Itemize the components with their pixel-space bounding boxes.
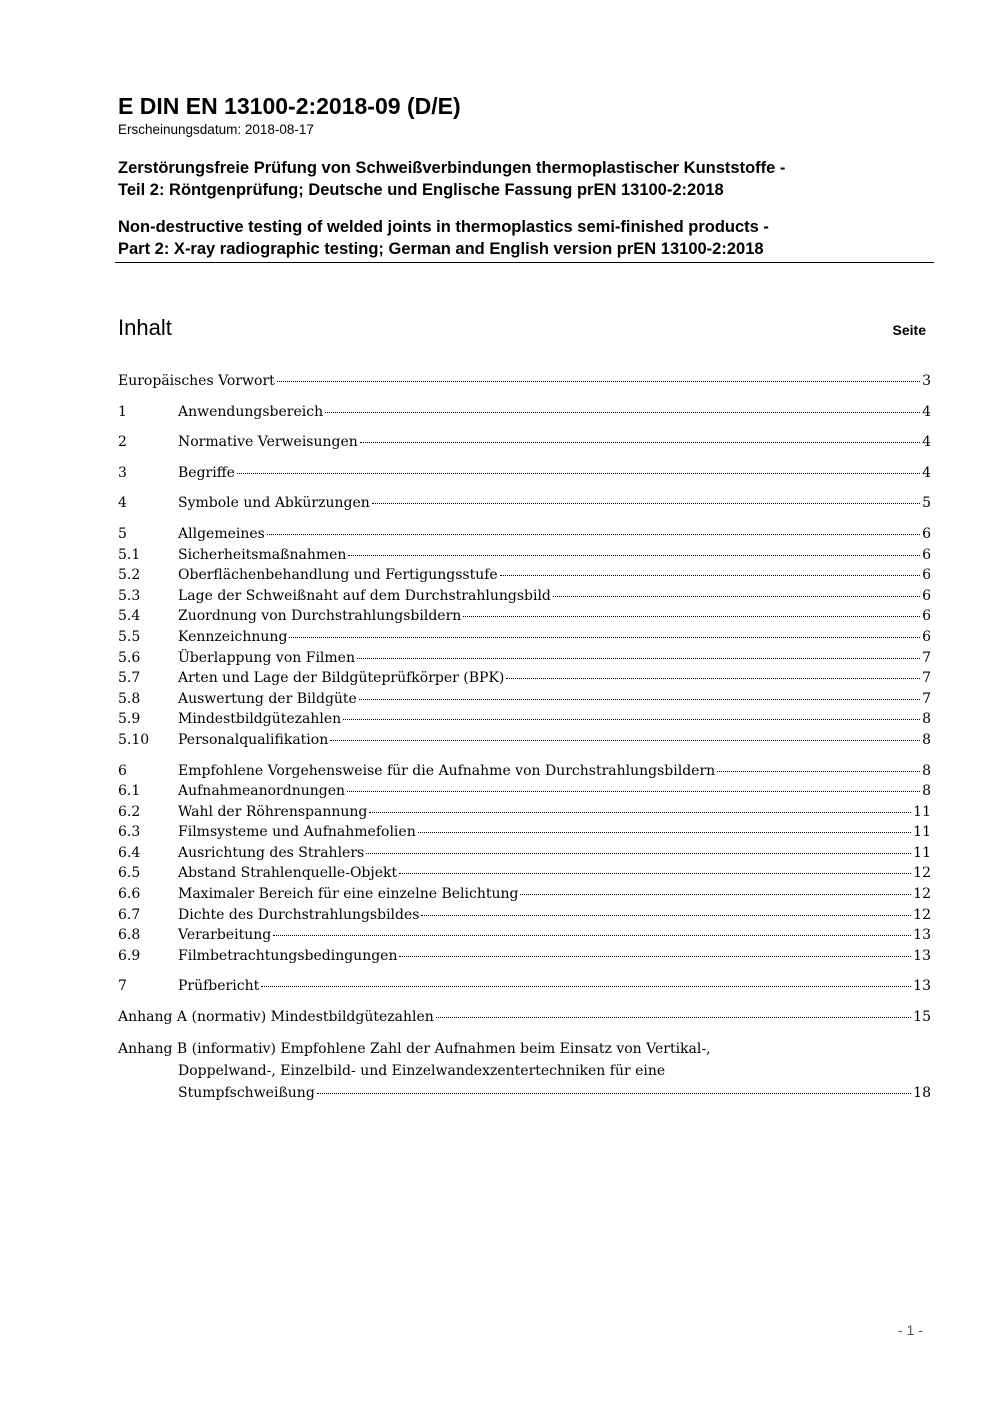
toc-entry-page: 6 (922, 587, 931, 604)
toc-entry[interactable] (118, 668, 931, 689)
english-title (115, 216, 934, 263)
toc-entry-label: Zuordnung von Durchstrahlungsbildern (178, 608, 462, 625)
toc-entry[interactable] (118, 648, 931, 669)
toc-entry-page: 6 (922, 608, 931, 625)
toc-entry-number: 5.5 (118, 628, 141, 645)
toc-entry[interactable] (118, 843, 931, 864)
dot-leader (399, 873, 911, 874)
toc-entry-number: 5.7 (118, 670, 141, 687)
toc-entry-page: 12 (913, 886, 931, 903)
toc-entry[interactable] (118, 606, 931, 627)
toc-entry[interactable] (118, 545, 931, 566)
toc-entry-number: 6.9 (118, 947, 141, 964)
toc-entry-label: Oberflächenbehandlung und Fertigungsstufe (178, 567, 498, 584)
toc-page-label: Seite (892, 322, 926, 338)
toc-entry-number: 5.4 (118, 608, 141, 625)
document-header (118, 92, 934, 263)
document-id: E DIN EN 13100-2:2018-09 (D/E) (118, 93, 461, 119)
dot-leader (317, 1093, 911, 1094)
toc-entry[interactable] (118, 371, 931, 392)
dot-leader (343, 719, 920, 720)
toc-entry[interactable] (118, 402, 931, 423)
dot-leader (277, 381, 920, 382)
toc-entry-label: Filmsysteme und Aufnahmefolien (178, 824, 416, 841)
toc-entry-label: Sicherheitsmaßnahmen (178, 546, 347, 563)
page-number: - 1 - (898, 1322, 923, 1338)
dot-leader (289, 637, 920, 638)
toc-entry[interactable] (118, 781, 931, 802)
toc-entry-page: 11 (913, 824, 931, 841)
toc-entry-number: 5.1 (118, 546, 141, 563)
toc-entry-number: 5.2 (118, 567, 141, 584)
toc-entry-number: 6.3 (118, 824, 141, 841)
toc-entry-page: 7 (922, 670, 931, 687)
dot-leader (273, 935, 911, 936)
dot-leader (372, 503, 920, 504)
dot-leader (463, 616, 920, 617)
dot-leader (421, 915, 911, 916)
english-title-line-2: Part 2: X-ray radiographic testing; German and English version prEN 13100-2:2018 (118, 240, 764, 258)
toc-entry-label: Filmbetrachtungsbedingungen (178, 947, 398, 964)
toc-entry-number: 4 (118, 495, 127, 512)
dot-leader (553, 596, 920, 597)
toc-entry[interactable] (118, 802, 931, 823)
toc-entry[interactable] (118, 463, 931, 484)
toc-entry-page: 15 (913, 1009, 931, 1026)
toc-entry-page: 6 (922, 525, 931, 542)
toc-entry-page: 13 (913, 978, 931, 995)
toc-entry-number: 5.6 (118, 649, 141, 666)
toc-entry-label: Überlappung von Filmen (178, 649, 355, 666)
toc-entry-page: 7 (922, 649, 931, 666)
toc-entry-label: Mindestbildgütezahlen (178, 711, 342, 728)
english-title-line-1: Non-destructive testing of welded joints in thermoplastics semi-finished products - (118, 218, 769, 236)
dot-leader (237, 473, 920, 474)
toc-entry-label: Symbole und Abkürzungen (178, 495, 370, 512)
annex-b-line-2: Doppelwand-, Einzelbild- und Einzelwandexzentertechniken für eine (178, 1062, 666, 1079)
toc-entry-number: 3 (118, 464, 127, 481)
publication-date: Erscheinungsdatum: 2018-08-17 (118, 122, 314, 137)
toc-entry-number: 5.9 (118, 711, 141, 728)
toc-entry[interactable] (118, 946, 931, 967)
dot-leader (261, 986, 911, 987)
toc-entry-page: 8 (922, 762, 931, 779)
toc-entry-label: Lage der Schweißnaht auf dem Durchstrahlungsbild (178, 587, 551, 604)
dot-leader (347, 791, 920, 792)
toc-entry-page: 5 (922, 495, 931, 512)
toc-entry-number: 6.4 (118, 844, 141, 861)
dot-leader (369, 812, 911, 813)
toc-entry-label: Anhang A (normativ) Mindestbildgütezahlen (118, 1009, 434, 1026)
toc-entry[interactable] (118, 524, 931, 545)
toc-entry[interactable] (118, 822, 931, 843)
annex-b-line-3: Stumpfschweißung (178, 1084, 315, 1101)
toc-entry-page: 4 (922, 434, 931, 451)
toc-entry-page: 8 (922, 711, 931, 728)
toc-title: Inhalt (118, 315, 172, 340)
toc-entry[interactable] (118, 493, 931, 514)
toc-entry[interactable] (118, 565, 931, 586)
toc-entry-page: 6 (922, 567, 931, 584)
toc-entry-page: 7 (922, 690, 931, 707)
toc-entry-page: 18 (913, 1084, 931, 1101)
dot-leader (359, 699, 920, 700)
toc-entry[interactable] (118, 863, 931, 884)
toc-entry-label: Aufnahmeanordnungen (178, 783, 346, 800)
toc-entry-number: 1 (118, 403, 127, 420)
toc-entry-page: 13 (913, 947, 931, 964)
toc-entry-number: 6 (118, 762, 127, 779)
dot-leader (418, 832, 911, 833)
toc-entry-number: 6.2 (118, 803, 141, 820)
toc-entry-annex-b[interactable] (118, 1038, 931, 1104)
toc-entry-label: Dichte des Durchstrahlungsbildes (178, 906, 420, 923)
toc-entry-page: 12 (913, 865, 931, 882)
annex-b-last-line (118, 1082, 931, 1104)
toc-entry-label: Wahl der Röhrenspannung (178, 803, 368, 820)
dot-leader (506, 678, 920, 679)
toc-entry[interactable] (118, 709, 931, 730)
toc-entry-page: 11 (913, 844, 931, 861)
dot-leader (717, 771, 920, 772)
toc-entry-page: 12 (913, 906, 931, 923)
dot-leader (500, 575, 920, 576)
toc-entry[interactable] (118, 689, 931, 710)
dot-leader (330, 740, 920, 741)
toc-entry-label: Ausrichtung des Strahlers (178, 844, 365, 861)
toc-entry[interactable] (118, 925, 931, 946)
toc-entry-label: Begriffe (178, 464, 235, 481)
annex-b-line-1: Anhang B (informativ) Empfohlene Zahl der Aufnahmen beim Einsatz von Vertikal-, (118, 1040, 711, 1057)
toc-entry-number: 6.5 (118, 865, 141, 882)
toc-entry-label: Europäisches Vorwort (118, 373, 275, 389)
toc-entry-label: Personalqualifikation (178, 731, 329, 748)
toc-entry-label: Allgemeines (178, 525, 265, 542)
toc-entry[interactable] (118, 905, 931, 926)
toc-entry-page: 11 (913, 803, 931, 820)
table-of-contents (118, 371, 931, 1104)
toc-entry-number: 5.10 (118, 731, 150, 748)
toc-entry[interactable] (118, 976, 931, 997)
toc-entry-page: 4 (922, 403, 931, 420)
toc-entry-page: 6 (922, 546, 931, 563)
dot-leader (357, 658, 920, 659)
toc-entry[interactable] (118, 1007, 931, 1028)
dot-leader (325, 412, 920, 413)
toc-entry[interactable] (118, 884, 931, 905)
toc-entry-number: 6.7 (118, 906, 141, 923)
toc-entry-number: 5.8 (118, 690, 141, 707)
toc-entry-number: 6.6 (118, 886, 141, 903)
toc-entry-label: Empfohlene Vorgehensweise für die Aufnahme von Durchstrahlungsbildern (178, 762, 716, 779)
toc-entry[interactable] (118, 730, 931, 751)
toc-entry-label: Prüfbericht (178, 978, 260, 995)
toc-heading (118, 314, 926, 342)
toc-entry-number: 5 (118, 525, 127, 542)
toc-entry-number: 6.1 (118, 783, 141, 800)
toc-entry-page: 8 (922, 731, 931, 748)
toc-entry-page: 4 (922, 464, 931, 481)
toc-entry-page: 3 (922, 373, 931, 389)
german-title-line-2: Teil 2: Röntgenprüfung; Deutsche und Englische Fassung prEN 13100-2:2018 (118, 181, 724, 199)
german-title (118, 157, 934, 201)
toc-entry-label: Anwendungsbereich (178, 403, 324, 420)
toc-entry-page: 13 (913, 927, 931, 944)
toc-entry-page: 6 (922, 628, 931, 645)
toc-entry-label: Kennzeichnung (178, 628, 288, 645)
toc-entry[interactable] (118, 586, 931, 607)
toc-entry-label: Arten und Lage der Bildgüteprüfkörper (BPK) (178, 670, 505, 687)
dot-leader (267, 534, 920, 535)
toc-entry-label: Auswertung der Bildgüte (178, 690, 357, 707)
dot-leader (348, 555, 920, 556)
toc-entry-label: Abstand Strahlenquelle-Objekt (178, 865, 398, 882)
dot-leader (399, 956, 911, 957)
german-title-line-1: Zerstörungsfreie Prüfung von Schweißverbindungen thermoplastischer Kunststoffe - (118, 159, 786, 177)
dot-leader (436, 1017, 911, 1018)
toc-entry-number: 7 (118, 978, 127, 995)
dot-leader (366, 853, 911, 854)
toc-entry[interactable] (118, 432, 931, 453)
dot-leader (520, 894, 911, 895)
toc-entry[interactable] (118, 627, 931, 648)
toc-entry[interactable] (118, 761, 931, 782)
toc-entry-number: 6.8 (118, 927, 141, 944)
toc-entry-number: 5.3 (118, 587, 141, 604)
toc-entry-label: Maximaler Bereich für eine einzelne Belichtung (178, 886, 519, 903)
dot-leader (360, 442, 920, 443)
toc-entry-label: Normative Verweisungen (178, 434, 358, 451)
toc-entry-label: Verarbeitung (178, 927, 272, 944)
toc-entry-number: 2 (118, 434, 127, 451)
toc-entry-page: 8 (922, 783, 931, 800)
